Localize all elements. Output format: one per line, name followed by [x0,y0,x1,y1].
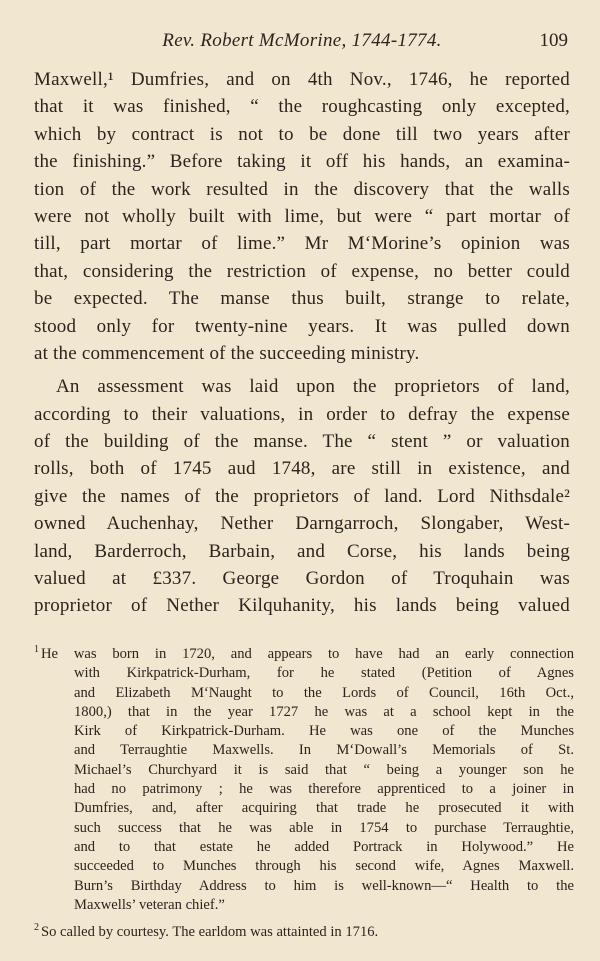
footnote-text: He was born in 1720, and appears to have had an early connection [41,646,574,662]
text-line: valued at £337. George Gordon of Troquhain was [34,568,570,590]
footnote-line: such success that he was able in 1754 to purchase Terraughtie, [74,819,574,836]
page-number: 109 [539,30,568,51]
footnote-text: So called by courtesy. The earldom was attainted in 1716. [41,924,379,941]
text-line: stood only for twenty-nine years. It was pulled down [34,315,570,337]
footnote-marker: 2 [34,922,39,934]
footnote-marker: 1 [34,644,39,656]
footnote-line: Dumfries, and, after acquiring that trade he prosecuted it with [74,800,574,817]
footnote-line [34,923,574,942]
footnote-line: 1800,) that in the year 1727 he was at a school kept in the [74,703,574,720]
footnote-line: Kirk of Kirkpatrick-Durham. He was one of the Munches [74,723,574,740]
text-line: proprietor of Nether Kilquhanity, his lands being valued [34,595,570,617]
text-line: rolls, both of 1745 aud 1748, are still in existence, and [34,458,570,480]
page-header [34,30,570,58]
text-line: be expected. The manse thus built, strange to relate, [34,288,570,310]
footnote-line: and Elizabeth M‘Naught to the Lords of Council, 16th Oct., [74,684,574,701]
footnotes [34,645,574,942]
text-line: till, part mortar of lime.” Mr M‘Morine’s opinion was [34,233,570,255]
footnote-line: Michael’s Churchyard it is said that “ being a younger son he [74,761,574,778]
text-line: that, considering the restriction of expense, no better could [34,260,570,282]
text-line: were not wholly built with lime, but were “ part mortar of [34,205,570,227]
text-line: of the building of the manse. The “ stent ” or valuation [34,431,570,453]
footnote-line: and Terraughtie Maxwells. In M‘Dowall’s Memorials of St. [74,742,574,759]
text-line: Maxwell,¹ Dumfries, and on 4th Nov., 1746, he reported [34,69,570,90]
text-line: at the commencement of the succeeding ministry. [34,342,420,364]
running-head: Rev. Robert McMorine, 1744-1774. [162,30,442,51]
footnote-line: and to that estate he added Portrack in Holywood.” He [74,838,574,855]
text-line: that it was finished, “ the roughcasting only excepted, [34,96,570,118]
footnote-line: had no patrimony ; he was therefore apprenticed to a joiner in [74,781,574,798]
footnote-line: Maxwells’ veteran chief.” [74,896,225,913]
text-line: land, Barderroch, Barbain, and Corse, his lands being [34,540,570,562]
text-line: owned Auchenhay, Nether Darngarroch, Slongaber, West- [34,513,570,535]
text-line: which by contract is not to be done till two years after [34,123,570,145]
body-text [34,66,570,620]
text-line: tion of the work resulted in the discovery that the walls [34,178,570,200]
footnote-line [34,645,574,664]
footnote-line: succeeded to Munches through his second wife, Agnes Maxwell. [74,858,574,875]
text-line: An assessment was laid upon the proprietors of land, [56,376,570,398]
text-line: the finishing.” Before taking it off his hands, an examina- [34,151,570,173]
text-line: give the names of the proprietors of land. Lord Nithsdale² [34,485,570,507]
footnote-line: with Kirkpatrick-Durham, for he stated (Petition of Agnes [74,665,574,682]
text-line: according to their valuations, in order to defray the expense [34,403,570,425]
footnote-line: Burn’s Birthday Address to him is well-known—“ Health to the [74,877,574,894]
